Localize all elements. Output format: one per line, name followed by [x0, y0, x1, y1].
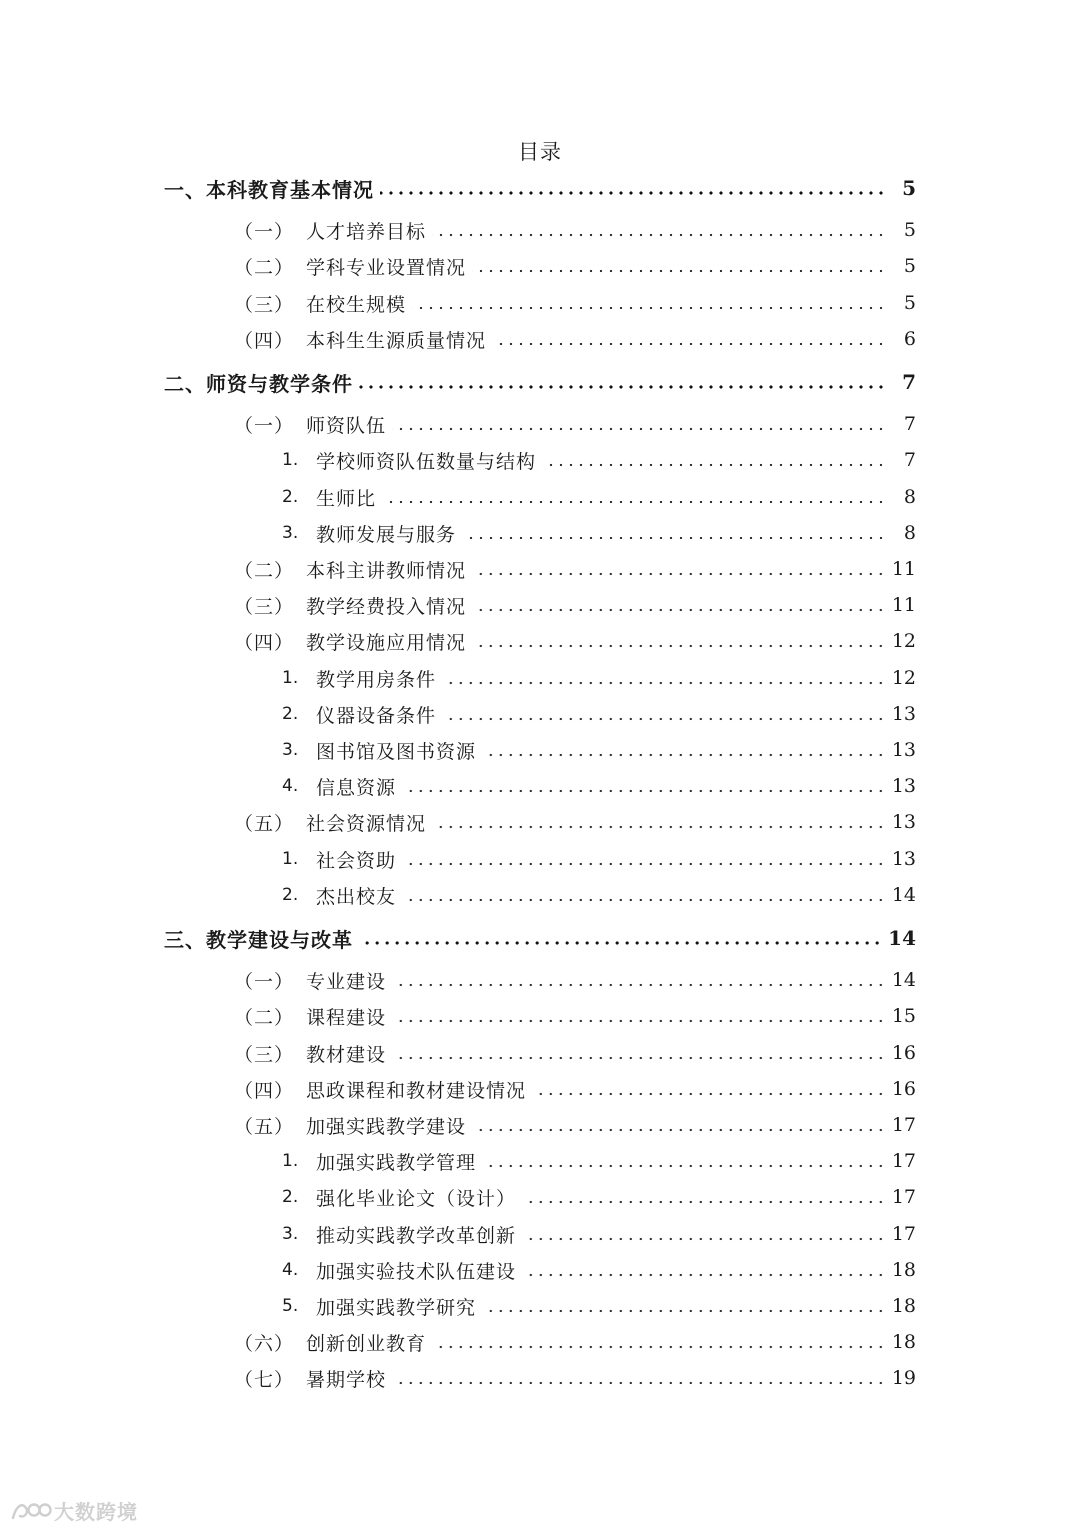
- toc-entry-level-3[interactable]: [282, 482, 916, 512]
- toc-entry-label: 教学建设与改革: [206, 927, 353, 952]
- toc-entry-level-3[interactable]: [282, 735, 916, 765]
- toc-entry-page-number: 13: [891, 775, 916, 797]
- toc-entry-page-number: 16: [891, 1078, 916, 1100]
- toc-dot-leader: [492, 342, 886, 346]
- toc-entry-number: 2.: [282, 704, 299, 724]
- toc-dot-leader: [432, 825, 886, 829]
- toc-entry-label: 本科生生源质量情况: [306, 329, 487, 352]
- toc-entry-level-2[interactable]: [234, 1110, 916, 1140]
- toc-dot-leader: [402, 898, 886, 902]
- toc-entry-level-2[interactable]: [234, 251, 916, 281]
- toc-entry-number: （三）: [234, 293, 295, 316]
- toc-entry-level-3[interactable]: [282, 699, 916, 729]
- toc-entry-page-number: 17: [891, 1186, 916, 1208]
- toc-entry-label: 课程建设: [306, 1006, 387, 1029]
- toc-entry-page-number: 5: [903, 292, 916, 314]
- toc-entry-label: 教材建设: [306, 1043, 387, 1066]
- toc-entry-level-3[interactable]: [282, 880, 916, 910]
- toc-entry-number: （一）: [234, 970, 295, 993]
- toc-dot-leader: [462, 536, 886, 540]
- toc-entry-label: 社会资助: [316, 849, 397, 872]
- toc-entry-number: 4.: [282, 1260, 299, 1280]
- toc-entry-level-2[interactable]: [234, 288, 916, 318]
- toc-dot-leader: [392, 1381, 886, 1385]
- watermark-text: 大数跨境: [54, 1499, 138, 1524]
- toc-entry-label: 教学用房条件: [316, 668, 437, 691]
- toc-entry-number: 2.: [282, 487, 299, 507]
- toc-dot-leader: [472, 572, 886, 576]
- toc-dot-leader: [432, 1345, 886, 1349]
- toc-dot-leader: [392, 1019, 886, 1023]
- toc-dot-leader: [472, 644, 886, 648]
- toc-dot-leader: [380, 191, 886, 195]
- toc-entry-label: 教师发展与服务: [316, 523, 457, 546]
- toc-entry-page-number: 5: [903, 255, 916, 277]
- toc-entry-level-3[interactable]: [282, 1146, 916, 1176]
- toc-entry-level-2[interactable]: [234, 1363, 916, 1393]
- toc-entry-page-number: 15: [891, 1005, 916, 1027]
- toc-entry-page-number: 5: [902, 176, 916, 200]
- toc-entry-level-3[interactable]: [282, 1219, 916, 1249]
- toc-entry-label: 推动实践教学改革创新: [316, 1224, 517, 1247]
- toc-entry-level-2[interactable]: [234, 324, 916, 354]
- toc-entry-label: 暑期学校: [306, 1368, 387, 1391]
- toc-dot-leader: [522, 1200, 886, 1204]
- toc-dot-leader: [392, 1056, 886, 1060]
- toc-entry-level-1[interactable]: [164, 173, 916, 203]
- toc-entry-level-2[interactable]: [234, 409, 916, 439]
- toc-entry-label: 在校生规模: [306, 293, 407, 316]
- toc-entry-page-number: 13: [891, 811, 916, 833]
- toc-dot-leader: [402, 789, 886, 793]
- toc-entry-number: 5.: [282, 1296, 299, 1316]
- toc-entry-label: 本科主讲教师情况: [306, 559, 467, 582]
- toc-entry-number: （四）: [234, 631, 295, 654]
- toc-entry-number: 1.: [282, 1151, 299, 1171]
- toc-entry-page-number: 14: [891, 884, 916, 906]
- toc-entry-level-3[interactable]: [282, 1182, 916, 1212]
- toc-entry-page-number: 5: [903, 219, 916, 241]
- toc-dot-leader: [472, 269, 886, 273]
- toc-entry-number: 一、: [164, 177, 206, 202]
- toc-entry-number: （一）: [234, 414, 295, 437]
- toc-entry-label: 师资与教学条件: [206, 371, 353, 396]
- watermark: [10, 1490, 138, 1530]
- toc-entry-page-number: 18: [891, 1259, 916, 1281]
- toc-entry-page-number: 6: [903, 328, 916, 350]
- toc-entry-page-number: 14: [891, 969, 916, 991]
- toc-entry-label: 思政课程和教材建设情况: [306, 1079, 527, 1102]
- toc-entry-level-1[interactable]: [164, 923, 916, 953]
- toc-entry-level-3[interactable]: [282, 663, 916, 693]
- toc-entry-level-2[interactable]: [234, 1001, 916, 1031]
- toc-entry-page-number: 17: [891, 1223, 916, 1245]
- toc-entry-number: 4.: [282, 776, 299, 796]
- toc-entry-page-number: 8: [903, 522, 916, 544]
- toc-entry-page-number: 13: [891, 739, 916, 761]
- toc-entry-level-2[interactable]: [234, 1327, 916, 1357]
- toc-entry-level-2[interactable]: [234, 807, 916, 837]
- toc-entry-number: 2.: [282, 885, 299, 905]
- toc-entry-page-number: 19: [891, 1367, 916, 1389]
- toc-entry-label: 创新创业教育: [306, 1332, 427, 1355]
- toc-entry-number: 二、: [164, 371, 206, 396]
- toc-entry-level-3[interactable]: [282, 771, 916, 801]
- toc-entry-label: 生师比: [316, 487, 377, 510]
- toc-dot-leader: [392, 427, 886, 431]
- toc-entry-number: （三）: [234, 1043, 295, 1066]
- toc-entry-number: 1.: [282, 849, 299, 869]
- toc-entry-label: 专业建设: [306, 970, 387, 993]
- toc-entry-number: 3.: [282, 1224, 299, 1244]
- toc-entry-page-number: 17: [891, 1150, 916, 1172]
- brand-logo-icon: [10, 1498, 52, 1522]
- toc-dot-leader: [472, 1128, 886, 1132]
- toc-entry-label: 本科教育基本情况: [206, 177, 374, 202]
- toc-entry-number: 3.: [282, 740, 299, 760]
- toc-entry-level-1[interactable]: [164, 367, 916, 397]
- toc-entry-number: （七）: [234, 1368, 295, 1391]
- toc-entry-page-number: 11: [891, 594, 916, 616]
- toc-entry-page-number: 18: [891, 1295, 916, 1317]
- toc-dot-leader: [442, 681, 886, 685]
- toc-entry-page-number: 11: [891, 558, 916, 580]
- toc-entry-number: 1.: [282, 668, 299, 688]
- toc-entry-number: （二）: [234, 1006, 295, 1029]
- toc-dot-leader: [522, 1273, 886, 1277]
- toc-entry-label: 师资队伍: [306, 414, 387, 437]
- toc-dot-leader: [359, 941, 882, 945]
- toc-entry-level-2[interactable]: [234, 1038, 916, 1068]
- toc-entry-level-2[interactable]: [234, 626, 916, 656]
- toc-entry-level-3[interactable]: [282, 445, 916, 475]
- toc-entry-page-number: 7: [902, 370, 916, 394]
- toc-dot-leader: [532, 1092, 886, 1096]
- toc-entry-label: 教学经费投入情况: [306, 595, 467, 618]
- toc-entry-number: 2.: [282, 1187, 299, 1207]
- toc-dot-leader: [472, 608, 886, 612]
- toc-entry-label: 信息资源: [316, 776, 397, 799]
- toc-entry-level-3[interactable]: [282, 518, 916, 548]
- toc-entry-page-number: 13: [891, 848, 916, 870]
- toc-entry-page-number: 12: [891, 630, 916, 652]
- toc-entry-number: （五）: [234, 1115, 295, 1138]
- toc-entry-number: （四）: [234, 329, 295, 352]
- toc-entry-label: 人才培养目标: [306, 220, 427, 243]
- toc-dot-leader: [359, 385, 886, 389]
- toc-entry-number: （二）: [234, 559, 295, 582]
- toc-dot-leader: [482, 1309, 886, 1313]
- toc-entry-page-number: 14: [888, 926, 916, 950]
- toc-dot-leader: [382, 500, 886, 504]
- toc-entry-level-2[interactable]: [234, 215, 916, 245]
- toc-dot-leader: [542, 463, 886, 467]
- toc-entry-label: 仪器设备条件: [316, 704, 437, 727]
- toc-entry-level-2[interactable]: [234, 590, 916, 620]
- toc-entry-label: 加强实验技术队伍建设: [316, 1260, 517, 1283]
- toc-dot-leader: [482, 1164, 886, 1168]
- toc-entry-page-number: 8: [903, 486, 916, 508]
- toc-entry-number: 3.: [282, 523, 299, 543]
- toc-title: 目录: [518, 140, 562, 164]
- toc-entry-label: 杰出校友: [316, 885, 397, 908]
- toc-dot-leader: [392, 983, 886, 987]
- toc-entry-page-number: 17: [891, 1114, 916, 1136]
- toc-entry-number: （一）: [234, 220, 295, 243]
- toc-entry-page-number: 18: [891, 1331, 916, 1353]
- toc-dot-leader: [522, 1237, 886, 1241]
- toc-entry-level-3[interactable]: [282, 844, 916, 874]
- toc-entry-number: （三）: [234, 595, 295, 618]
- toc-entry-page-number: 16: [891, 1042, 916, 1064]
- toc-entry-level-2[interactable]: [234, 554, 916, 584]
- toc-dot-leader: [482, 753, 886, 757]
- toc-entry-number: （六）: [234, 1332, 295, 1355]
- toc-entry-label: 学校师资队伍数量与结构: [316, 450, 537, 473]
- toc-entry-level-3[interactable]: [282, 1255, 916, 1285]
- toc-dot-leader: [412, 306, 886, 310]
- toc-entry-number: （五）: [234, 812, 295, 835]
- toc-entry-number: （二）: [234, 256, 295, 279]
- toc-entry-label: 强化毕业论文（设计）: [316, 1187, 517, 1210]
- toc-entry-page-number: 12: [891, 667, 916, 689]
- toc-dot-leader: [402, 862, 886, 866]
- toc-dot-leader: [442, 717, 886, 721]
- toc-entry-page-number: 7: [903, 413, 916, 435]
- toc-entry-level-2[interactable]: [234, 1074, 916, 1104]
- toc-entry-page-number: 13: [891, 703, 916, 725]
- toc-entry-number: 三、: [164, 927, 206, 952]
- toc-entry-label: 学科专业设置情况: [306, 256, 467, 279]
- toc-entry-label: 加强实践教学建设: [306, 1115, 467, 1138]
- toc-entry-level-2[interactable]: [234, 965, 916, 995]
- toc-entry-number: （四）: [234, 1079, 295, 1102]
- toc-entry-level-3[interactable]: [282, 1291, 916, 1321]
- toc-entry-page-number: 7: [903, 449, 916, 471]
- toc-entry-label: 教学设施应用情况: [306, 631, 467, 654]
- toc-entry-label: 图书馆及图书资源: [316, 740, 477, 763]
- toc-entry-label: 社会资源情况: [306, 812, 427, 835]
- toc-dot-leader: [432, 233, 886, 237]
- toc-entry-label: 加强实践教学管理: [316, 1151, 477, 1174]
- toc-entry-label: 加强实践教学研究: [316, 1296, 477, 1319]
- toc-entry-number: 1.: [282, 450, 299, 470]
